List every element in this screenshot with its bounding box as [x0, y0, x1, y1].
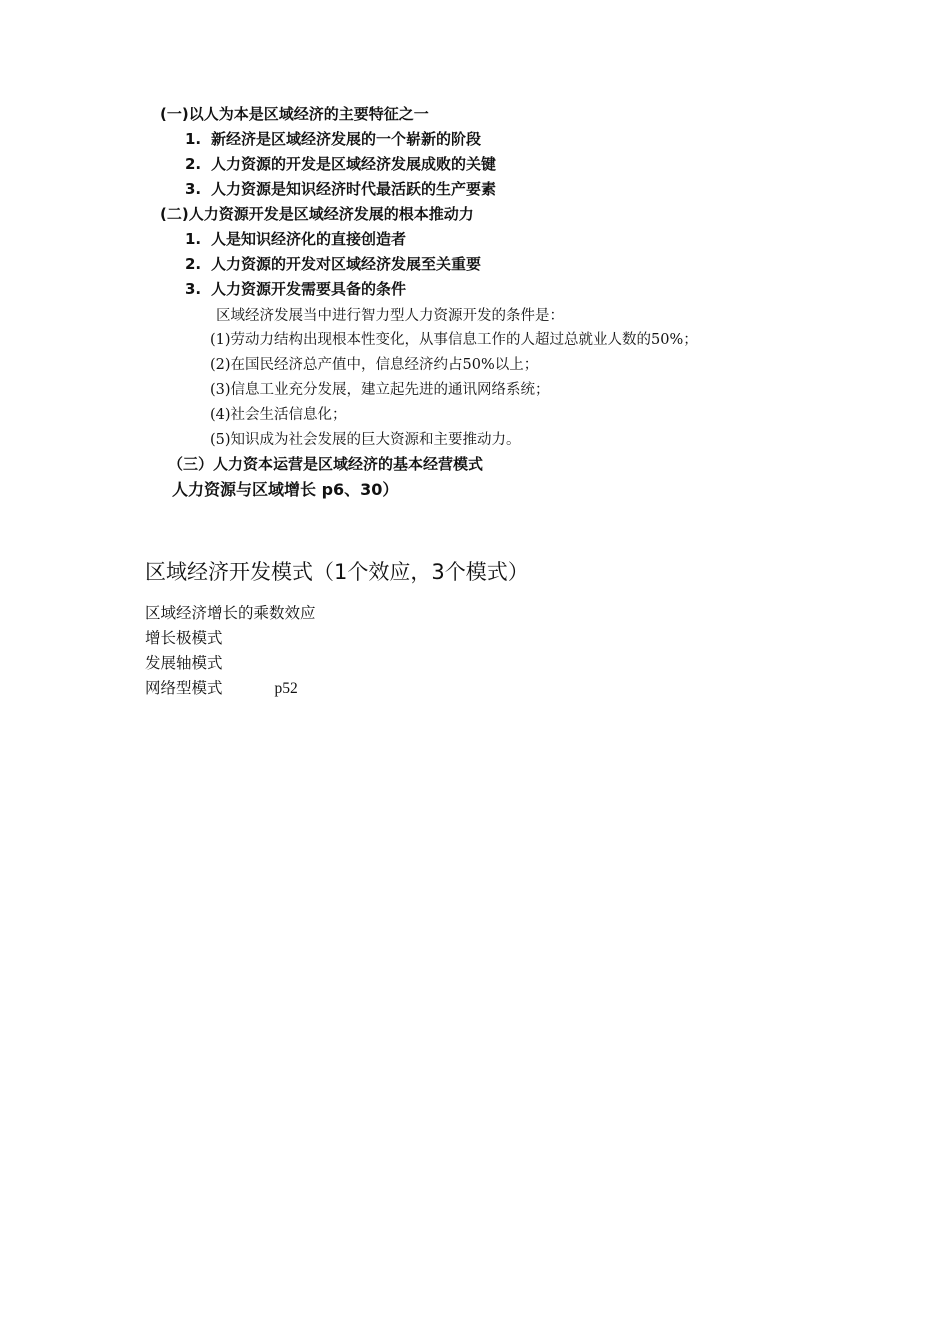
item-text: 人是知识经济化的直接创造者	[211, 230, 407, 248]
item-text: 增长极模式	[145, 629, 223, 647]
list-item	[185, 278, 406, 299]
item-number: 3.	[185, 180, 202, 198]
list-item	[145, 651, 223, 673]
condition-item: (4)社会生活信息化；	[210, 407, 347, 423]
item-text: 人力资源的开发对区域经济发展至关重要	[211, 255, 482, 273]
item-text: 新经济是区域经济发展的一个崭新的阶段	[211, 130, 482, 148]
condition-item: (1)劳动力结构出现根本性变化，从事信息工作的人超过总就业人数的50%；	[210, 332, 698, 348]
item-number: 2.	[185, 155, 202, 173]
section-title: 区域经济开发模式（1个效应，3个模式）	[145, 560, 529, 584]
list-item	[185, 253, 481, 274]
reference-note: 人力资源与区域增长 p6、30）	[172, 480, 399, 499]
item-number: 1.	[185, 230, 202, 248]
condition-item: (2)在国民经济总产值中，信息经济约占50%以上；	[210, 357, 539, 373]
list-item	[145, 676, 298, 698]
item-text: 人力资源是知识经济时代最活跃的生产要素	[211, 180, 497, 198]
list-item	[185, 178, 496, 199]
item-text: 发展轴模式	[145, 654, 223, 672]
item-text: 人力资源的开发是区域经济发展成败的关键	[211, 155, 497, 173]
item-text: 网络型模式	[145, 679, 223, 697]
item-number: 1.	[185, 130, 202, 148]
heading-1: (一)以人为本是区域经济的主要特征之一	[160, 105, 429, 123]
item-text: 区域经济增长的乘数效应	[145, 604, 316, 622]
page-reference: p52	[274, 680, 298, 697]
heading-2: (二)人力资源开发是区域经济发展的根本推动力	[160, 205, 474, 223]
list-item	[185, 128, 481, 149]
list-item	[185, 153, 496, 174]
list-item	[145, 626, 223, 648]
item-number: 3.	[185, 280, 202, 298]
condition-item: (3)信息工业充分发展，建立起先进的通讯网络系统；	[210, 382, 550, 398]
item-text: 人力资源开发需要具备的条件	[211, 280, 407, 298]
list-item	[185, 228, 406, 249]
heading-3: （三）人力资本运营是区域经济的基本经营模式	[168, 455, 484, 473]
condition-item: (5)知识成为社会发展的巨大资源和主要推动力。	[210, 432, 521, 448]
list-item	[145, 601, 316, 623]
item-number: 2.	[185, 255, 202, 273]
conditions-intro: 区域经济发展当中进行智力型人力资源开发的条件是：	[216, 308, 564, 324]
